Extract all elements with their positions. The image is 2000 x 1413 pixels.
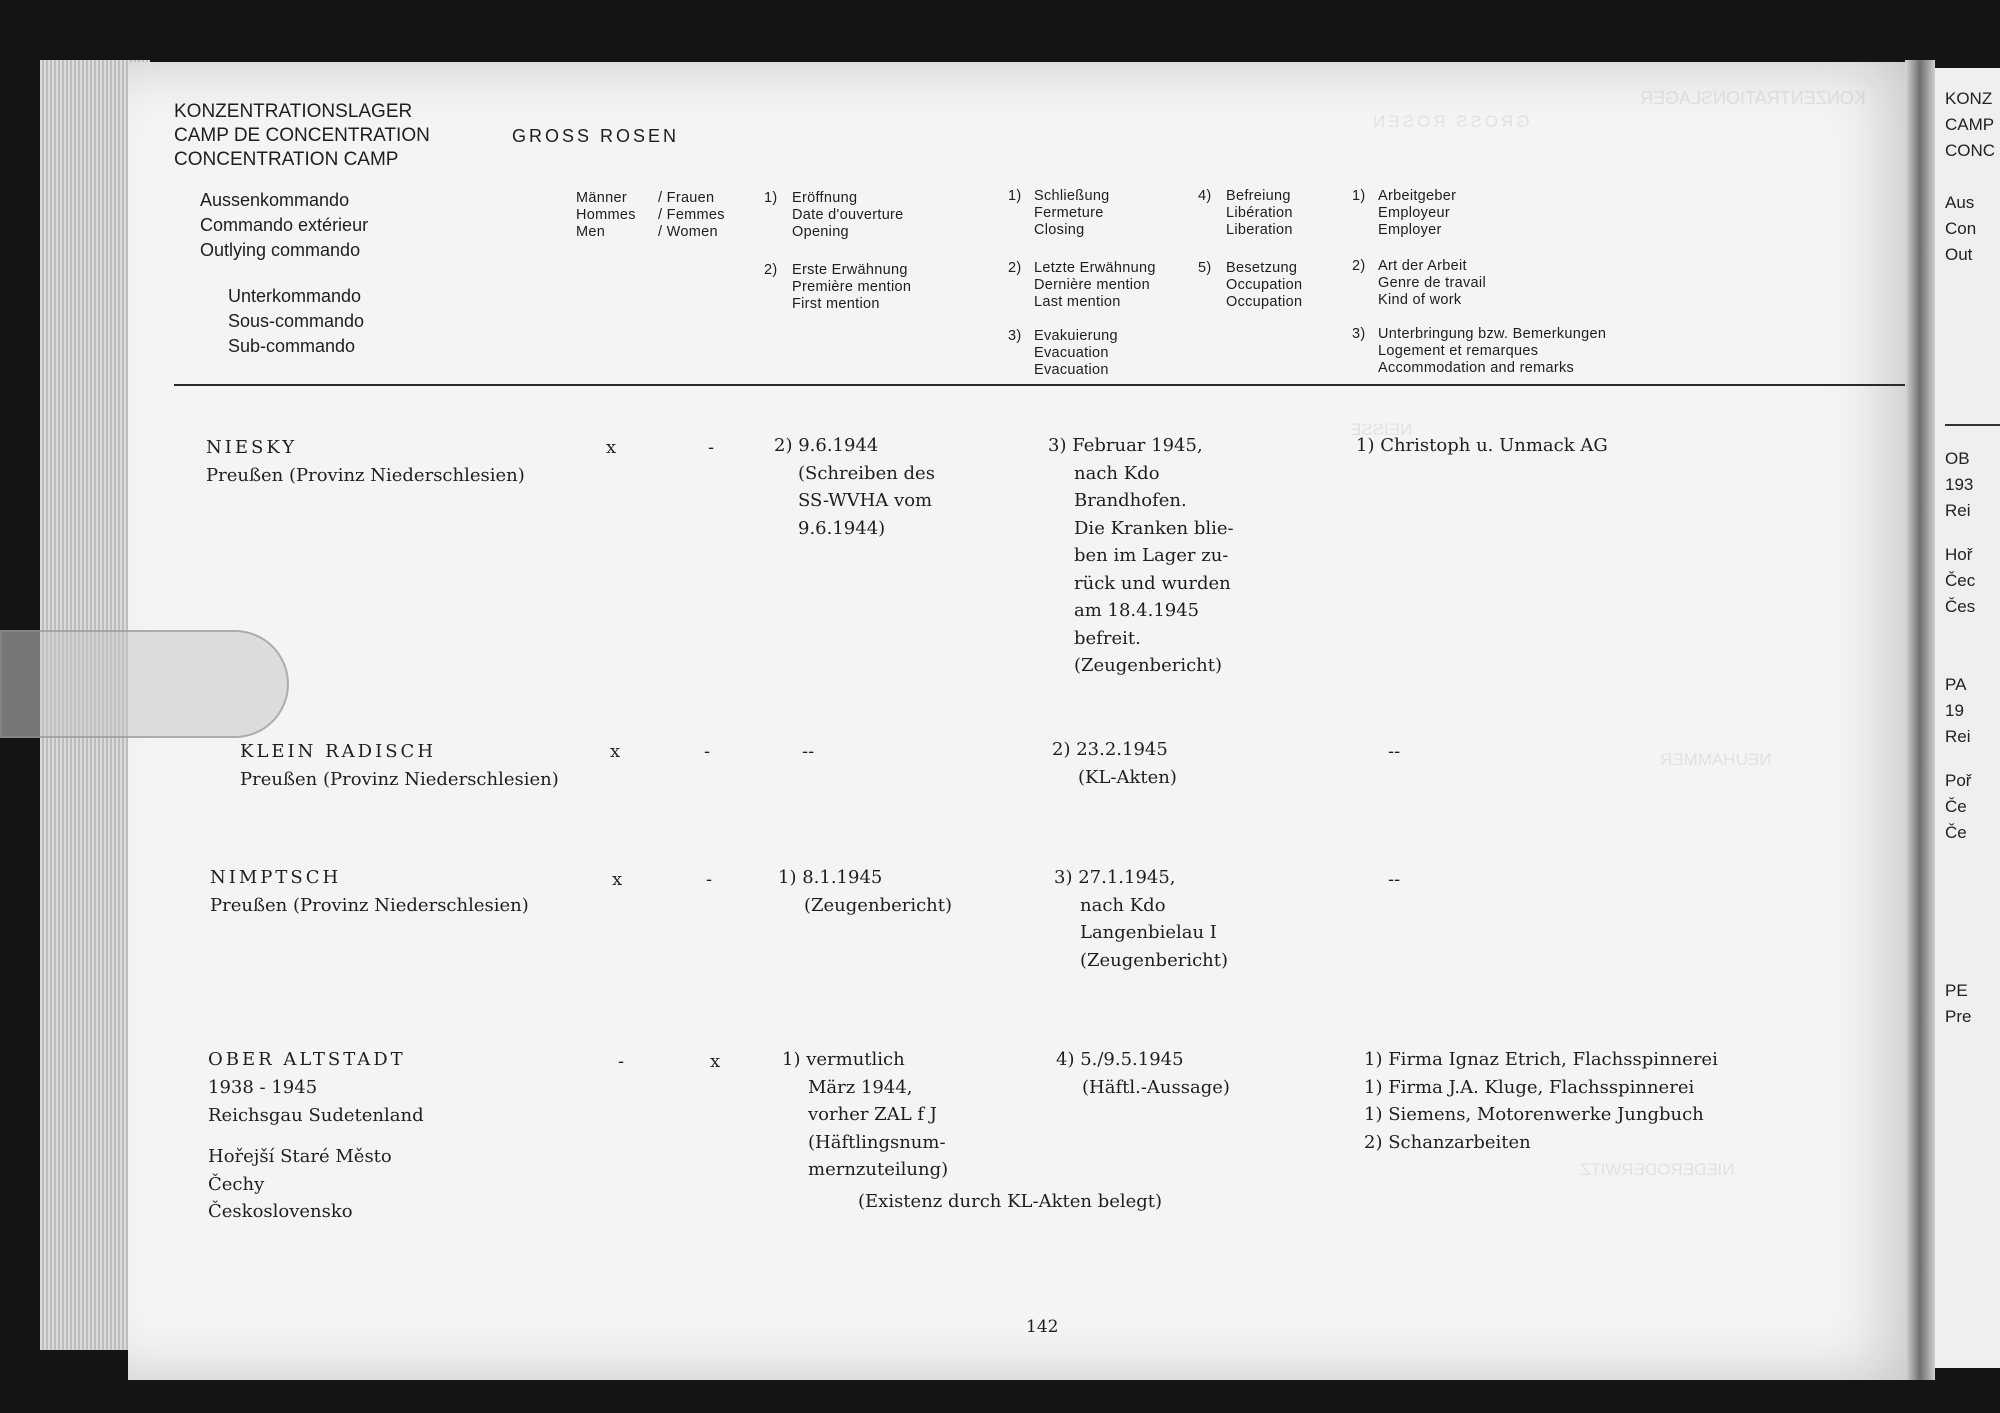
line: Čechy [208,1173,265,1195]
kommando-label-fr: Commando extérieur [200,215,369,235]
line: (Zeugenbericht) [1074,655,1223,676]
label-de: Erste Erwähnung [792,262,908,278]
label-en: First mention [792,296,880,312]
label-de: Besetzung [1226,260,1298,276]
line: rück und wurden [1074,572,1231,594]
facing-page [1935,68,2000,1368]
women-mark: - [704,741,711,762]
show-through-text: NEUHAMMER [1660,750,1772,769]
men-mark: x [606,437,617,458]
label-fr: Première mention [792,279,912,295]
line [1945,164,2000,190]
line: vorher ZAL f J [808,1104,937,1125]
entry-name: OBER ALTSTADT [208,1049,406,1070]
women-mark: - [706,869,713,890]
line: Hořejší Staré Město [208,1146,392,1167]
label-en: Evacuation [1034,362,1109,378]
line: Čec [1945,571,1976,590]
line: 1938 - 1945 [208,1077,318,1098]
kommando-labels [200,188,368,263]
show-through-text: NEISSE [1350,420,1413,439]
men-mark: x [610,741,621,762]
line: 2) 23.2.1945 [1052,739,1168,760]
line: 2) Schanzarbeiten [1364,1131,1531,1153]
line: 3) Februar 1945, [1048,435,1203,456]
line: Če [1945,823,1967,842]
show-through-text: GROSS ROSEN [1370,112,1530,131]
header-closing [1008,188,1110,239]
line: 4) 5./9.5.1945 [1056,1049,1184,1070]
header-kind-of-work [1352,258,1486,309]
entry-closing [1054,864,1228,974]
line: Out [1945,245,1973,264]
label-fr: Logement et remarques [1378,343,1539,359]
men-mark: - [618,1051,625,1072]
line: Hoř [1945,545,1973,564]
men-label-fr: Hommes [576,207,636,223]
line: CAMP [1945,115,1995,134]
label-fr: Evacuation [1034,345,1109,361]
label-en: Employer [1378,222,1442,238]
header-liberation [1198,188,1293,239]
num: 1) [1008,188,1022,204]
line: ben im Lager zu- [1074,545,1229,566]
line: 1) Firma Ignaz Etrich, Flachsspinnerei [1364,1049,1718,1070]
show-through-text: NIEDERODERWITZ [1580,1160,1735,1179]
line: Rei [1945,501,1971,520]
num: 1) [764,190,778,206]
header-divider [174,384,1908,386]
label-de: Evakuierung [1034,328,1118,344]
label-fr: Fermeture [1034,205,1104,221]
line: PA [1945,675,1967,694]
num: 4) [1198,188,1212,204]
label-fr: Genre de travail [1378,275,1486,291]
sub-label-en: Sub-commando [228,336,356,356]
line: Rei [1945,727,1971,746]
header-last-mention [1008,260,1156,311]
entry-name: NIMPTSCH [210,867,342,888]
entry-closing [1056,1046,1230,1101]
gender-header [576,190,725,241]
men-label-de: Männer [576,190,627,206]
header-opening [764,190,904,241]
line: 19 [1945,701,1964,720]
women-mark: - [708,437,715,458]
label-fr: Dernière mention [1034,277,1151,293]
label-de: Art der Arbeit [1378,258,1467,274]
label-de: Unterbringung bzw. Bemerkungen [1378,326,1607,342]
line: Die Kranken blie- [1074,517,1234,539]
line: am 18.4.1945 [1074,600,1200,621]
line: Brandhofen. [1074,490,1187,511]
sub-labels [228,284,364,359]
entry-opening [774,432,935,542]
line: Če [1945,797,1967,816]
entry-name: NIESKY [206,437,298,458]
entry-region: Preußen (Provinz Niederschlesien) [240,769,559,790]
sub-label-de: Unterkommando [228,286,362,306]
line: Reichsgau Sudetenland [208,1104,424,1126]
camp-label-fr: CAMP DE CONCENTRATION [174,125,430,146]
line: 3) 27.1.1945, [1054,867,1176,888]
facing-page-text [1935,68,2000,1030]
page-number: 142 [1026,1317,1059,1337]
num: 2) [1352,258,1366,274]
entry-name: KLEIN RADISCH [240,741,437,762]
num: 5) [1198,260,1212,276]
women-label-fr: / Femmes [658,207,725,223]
entry-closing [1048,432,1234,680]
label-en: Last mention [1034,294,1121,310]
label-en: Occupation [1226,294,1303,310]
line: CONC [1945,141,1996,160]
entry-work [1364,1046,1718,1156]
men-mark: x [612,869,623,890]
line: Langenbielau I [1080,922,1217,943]
label-de: Befreiung [1226,188,1291,204]
line: 1) Siemens, Motorenwerke Jungbuch [1364,1104,1704,1125]
entry-opening [782,1046,948,1184]
label-fr: Occupation [1226,277,1303,293]
line: März 1944, [808,1076,913,1098]
header-accommodation [1352,326,1606,377]
women-mark: x [710,1051,721,1072]
label-en: Liberation [1226,222,1293,238]
entry-work: -- [1388,869,1401,890]
kommando-label-de: Aussenkommando [200,190,350,210]
header-employer [1352,188,1456,239]
book-spine [1905,60,1935,1380]
line: 9.6.1944) [798,517,886,539]
page-clip [0,630,289,738]
header-evacuation [1008,328,1118,379]
label-fr: Employeur [1378,205,1451,221]
line: Poř [1945,771,1972,790]
entry-opening: -- [802,741,815,762]
num: 2) [764,262,778,278]
label-fr: Date d'ouverture [792,207,904,223]
camp-label-de: KONZENTRATIONSLAGER [174,101,413,122]
men-label-en: Men [576,224,606,240]
label-fr: Libération [1226,205,1293,221]
line: (Zeugenbericht) [804,894,953,916]
label-en: Kind of work [1378,292,1462,308]
women-label-de: / Frauen [658,190,715,206]
kommando-label-en: Outlying commando [200,240,361,260]
line: mernzuteilung) [808,1159,949,1180]
label-de: Schließung [1034,188,1110,204]
line: 1) vermutlich [782,1049,905,1070]
label-en: Opening [792,224,849,240]
camp-labels [174,100,430,172]
women-label-en: / Women [658,224,718,240]
entry-region: Preußen (Provinz Niederschlesien) [210,895,529,916]
num: 3) [1352,326,1366,342]
entry-closing [1052,736,1177,791]
line: 2) 9.6.1944 [774,435,879,456]
header-occupation [1198,260,1302,311]
line: (KL-Akten) [1078,766,1177,788]
line: (Schreiben des [798,462,935,484]
num: 2) [1008,260,1022,276]
line: PE [1945,981,1968,1000]
entry-opening-note: (Existenz durch KL-Akten belegt) [858,1191,1163,1212]
entry-region [208,1074,424,1226]
line: Aus [1945,193,1975,212]
line: 193 [1945,475,1974,494]
entry-opening [778,864,952,919]
label-de: Eröffnung [792,190,858,206]
entry-work: 1) Christoph u. Unmack AG [1356,435,1608,456]
line: befreit. [1074,627,1141,649]
line: (Häftl.-Aussage) [1082,1076,1230,1098]
line: nach Kdo [1080,894,1166,916]
show-through-text: KONZENTRATIONSLAGER [1640,88,1866,108]
line: (Zeugenbericht) [1080,949,1229,971]
line: 1) 8.1.1945 [778,867,883,888]
entry-work: -- [1388,741,1401,762]
label-en: Closing [1034,222,1085,238]
entry-region: Preußen (Provinz Niederschlesien) [206,465,525,486]
line: 1) Firma J.A. Kluge, Flachsspinnerei [1364,1076,1695,1098]
line: Československo [208,1201,353,1222]
line: SS-WVHA vom [798,490,933,511]
num: 3) [1008,328,1022,344]
camp-label-en: CONCENTRATION CAMP [174,149,399,170]
line: KONZ [1945,89,1993,108]
line: Pre [1945,1007,1972,1026]
line: Con [1945,219,1977,238]
line: (Häftlingsnum- [808,1131,946,1153]
line: OB [1945,449,1970,468]
header-first-mention [764,262,911,313]
label-de: Arbeitgeber [1378,188,1457,204]
label-en: Accommodation and remarks [1378,360,1575,376]
sub-label-fr: Sous-commando [228,311,365,331]
line: Čes [1945,597,1976,616]
camp-name: GROSS ROSEN [512,126,680,146]
num: 1) [1352,188,1366,204]
line: nach Kdo [1074,462,1160,484]
label-de: Letzte Erwähnung [1034,260,1156,276]
